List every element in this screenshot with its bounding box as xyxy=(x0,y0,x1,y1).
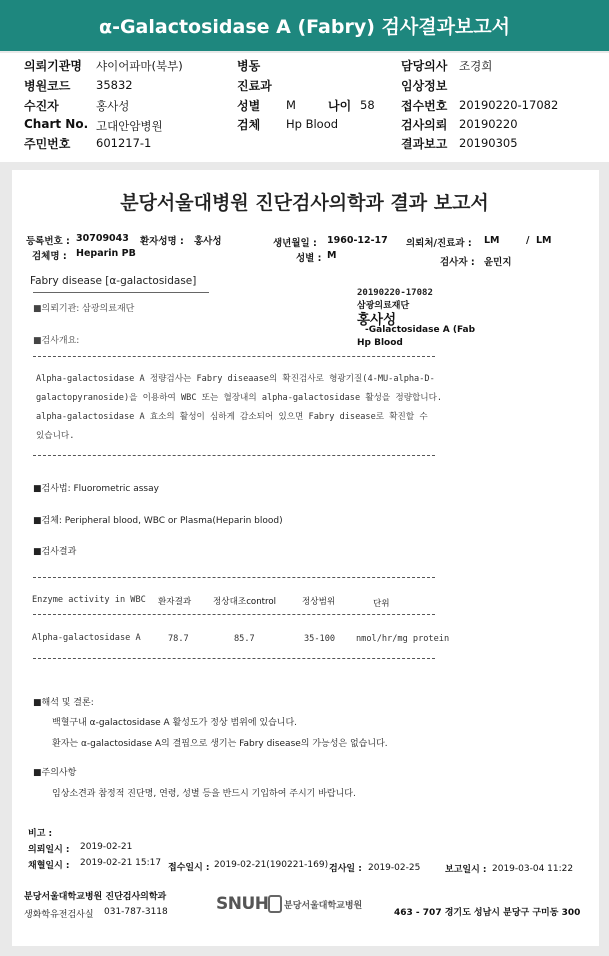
report-title: 분당서울대병원 진단검사의학과 결과 보고서 xyxy=(120,192,489,214)
label-receipt-no: 접수번호 xyxy=(401,99,448,113)
patient-name-value: 홍사성 xyxy=(194,236,222,247)
value-institution: 샤이어파마(북부) xyxy=(96,59,183,73)
test-name-rule xyxy=(33,292,209,293)
sticker-test: -Galactosidase A (Fab xyxy=(365,325,476,335)
dept-label: 의뢰처/진료과 : xyxy=(406,238,472,249)
label-request-date: 검사의뢰 xyxy=(401,118,448,132)
table-header-control: 정상대조control xyxy=(213,597,276,607)
label-chart-no: Chart No. xyxy=(24,117,89,131)
receipt-date-value: 2019-02-21(190221-169) xyxy=(214,860,329,870)
value-hospital-code: 35832 xyxy=(96,78,133,92)
specimen-value: Heparin PB xyxy=(76,248,136,259)
snuh-logo-sub: 분당서울대학교병원 xyxy=(284,901,363,911)
value-receipt-no: 20190220-17082 xyxy=(459,98,559,112)
overview-rule-bottom xyxy=(33,455,435,456)
table-cell-range: 35-100 xyxy=(304,634,336,644)
label-report-date: 결과보고 xyxy=(401,137,448,151)
label-sex: 성별 xyxy=(237,99,261,113)
overview-line-3: alpha-galactosidase A 효소의 활성이 심하게 감소되어 있으면 Fabry disease로 확진할 수 xyxy=(36,412,428,422)
label-age: 나이 xyxy=(328,99,352,113)
test-date-value: 2019-02-25 xyxy=(368,863,421,873)
interpretation-heading: ■해석 및 결론: xyxy=(33,698,94,708)
header-title: α-Galactosidase A (Fabry) 검사결과보고서 xyxy=(99,16,510,38)
reg-no-label: 등록번호 : xyxy=(26,236,70,247)
institution-line: ■의뢰기관: 삼광의료재단 xyxy=(33,304,135,314)
table-cell-enzyme: Alpha-galactosidase A xyxy=(32,633,141,643)
lab-phone: 031-787-3118 xyxy=(104,907,168,917)
label-resident-no: 주민번호 xyxy=(24,137,71,151)
value-report-date: 20190305 xyxy=(459,136,518,150)
caution-line: 임상소견과 참정적 진단명, 연령, 성별 등을 반드시 기입하여 주시기 바랍니다. xyxy=(52,789,356,799)
reg-no-value: 30709043 xyxy=(76,233,129,244)
draw-date-label: 채혈일시 : xyxy=(28,861,70,871)
snuh-emblem-icon xyxy=(268,895,282,913)
value-doctor: 조경희 xyxy=(459,59,493,73)
specimen-line: ■검체: Peripheral blood, WBC or Plasma(Heparin blood) xyxy=(33,516,283,526)
lab-name: 생화학유전검사실 xyxy=(24,910,94,920)
overview-line-4: 있습니다. xyxy=(36,431,75,441)
dept-name: 분당서울대학교병원 진단검사의학과 xyxy=(24,892,167,902)
sex-label: 성별 : xyxy=(296,253,322,264)
label-hospital-code: 병원코드 xyxy=(24,79,71,93)
test-name: Fabry disease [α-galactosidase] xyxy=(30,275,197,287)
label-department: 진료과 xyxy=(237,79,272,93)
table-rule-bottom xyxy=(33,658,435,659)
label-clinical-info: 임상정보 xyxy=(401,79,448,93)
dob-value: 1960-12-17 xyxy=(327,235,388,246)
caution-heading: ■주의사항 xyxy=(33,768,77,778)
info-panel xyxy=(0,53,609,162)
table-cell-patient: 78.7 xyxy=(168,634,189,644)
value-examinee: 홍사성 xyxy=(96,99,130,113)
value-request-date: 20190220 xyxy=(459,117,518,131)
test-date-label: 검사일 : xyxy=(329,864,362,874)
table-header-enzyme: Enzyme activity in WBC xyxy=(32,595,146,605)
overview-rule-top xyxy=(33,356,435,357)
report-date-value: 2019-03-04 11:22 xyxy=(492,864,574,874)
label-specimen: 검체 xyxy=(237,118,261,132)
interpretation-line-2: 환자는 α-galactosidase A의 결핍으로 생기는 Fabry disease의 가능성은 없습니다. xyxy=(52,739,388,749)
label-institution: 의뢰기관명 xyxy=(24,59,82,73)
request-date-value: 2019-02-21 xyxy=(80,842,133,852)
result-heading: ■검사결과 xyxy=(33,547,77,557)
sticker-patient: 홍사성 xyxy=(357,312,397,328)
dept-separator: / xyxy=(526,235,530,246)
draw-date-value: 2019-02-21 15:17 xyxy=(80,858,162,868)
table-cell-control: 85.7 xyxy=(234,634,255,644)
table-rule-mid xyxy=(33,614,435,615)
label-doctor: 담당의사 xyxy=(401,59,448,73)
value-specimen: Hp Blood xyxy=(286,117,339,131)
value-chart-no: 고대안암병원 xyxy=(96,119,163,133)
label-examinee: 수진자 xyxy=(24,99,59,113)
table-header-range: 정상범위 xyxy=(302,597,336,607)
sticker-receipt-no: 20190220-17082 xyxy=(357,288,433,298)
table-cell-unit: nmol/hr/mg protein xyxy=(356,634,450,644)
overview-heading: ■검사개요: xyxy=(33,336,80,346)
sticker-institution: 삼광의료재단 xyxy=(357,301,410,311)
receipt-date-label: 접수일시 : xyxy=(168,863,210,873)
value-sex: M xyxy=(286,98,296,112)
report-date-label: 보고일시 : xyxy=(445,865,487,875)
overview-line-1: Alpha-galactosidase A 정량검사는 Fabry diseaase의 확진검사로 형광기질(4-MU-alpha-D- xyxy=(36,374,435,384)
sex-value: M xyxy=(327,250,337,261)
table-header-patient: 환자결과 xyxy=(158,597,192,607)
report-header xyxy=(0,0,609,51)
value-resident-no: 601217-1 xyxy=(96,136,152,150)
request-date-label: 의뢰일시 : xyxy=(28,845,70,855)
address: 463 - 707 경기도 성남시 분당구 구미동 300 xyxy=(394,908,581,918)
value-age: 58 xyxy=(360,98,375,112)
sticker-specimen: Hp Blood xyxy=(357,338,403,348)
table-rule-top xyxy=(33,577,435,578)
dept-value-2: LM xyxy=(536,235,552,246)
snuh-logo: SNUH xyxy=(216,894,269,914)
dob-label: 생년월일 : xyxy=(273,238,317,249)
table-header-unit: 단위 xyxy=(373,599,390,609)
method-line: ■검사법: Fluorometric assay xyxy=(33,484,159,494)
interpretation-line-1: 백혈구내 α-galactosidase A 활성도가 정상 범위에 있습니다. xyxy=(52,718,298,728)
examiner-value: 윤민지 xyxy=(484,257,512,268)
specimen-label: 검체명 : xyxy=(32,251,67,262)
note-label: 비고 : xyxy=(28,829,53,839)
label-ward: 병동 xyxy=(237,59,261,73)
overview-line-2: galactopyranoside)을 이용하여 WBC 또는 혈장내의 alpha-galactosidase 활성을 정량합니다. xyxy=(36,393,443,403)
patient-name-label: 환자성명 : xyxy=(140,236,184,247)
dept-value-1: LM xyxy=(484,235,500,246)
examiner-label: 검사자 : xyxy=(440,257,475,268)
